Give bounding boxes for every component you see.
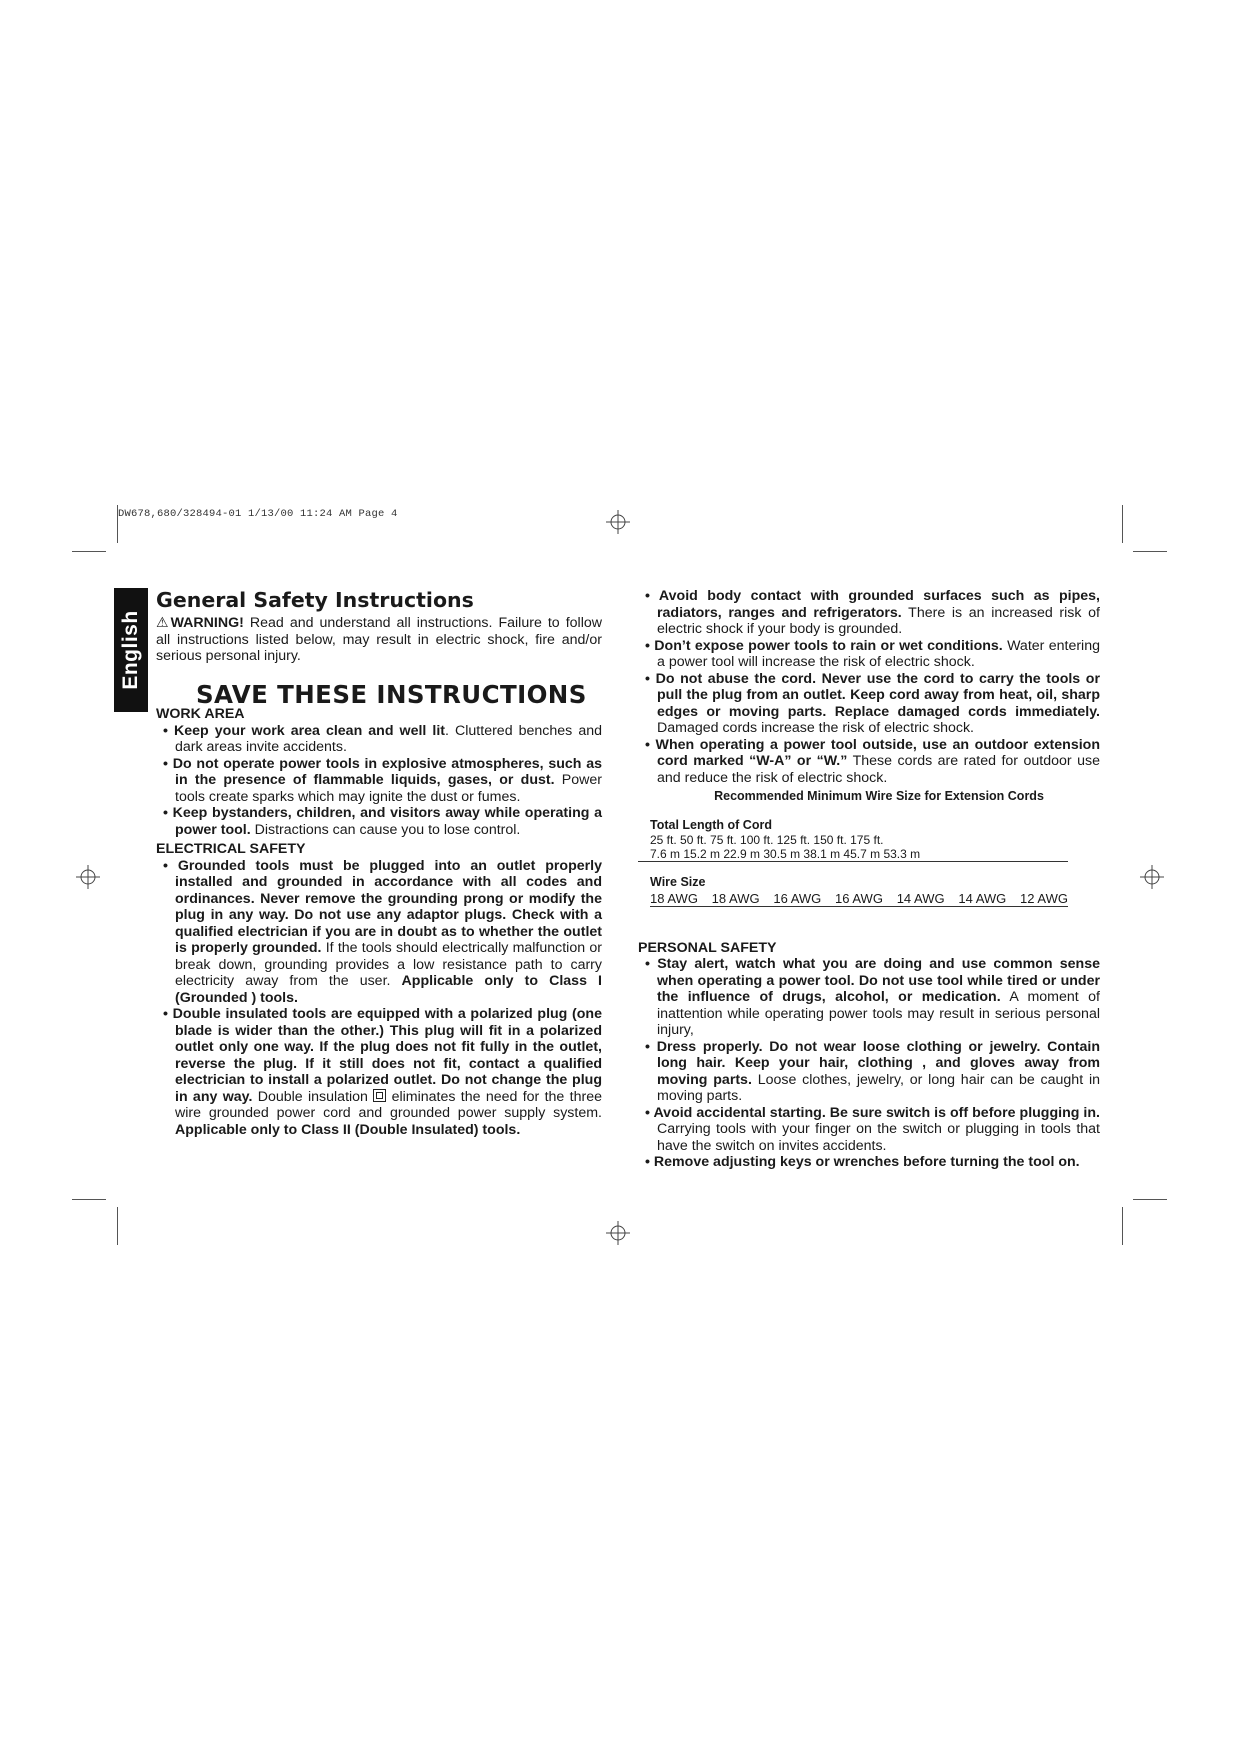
extension-cord-table [638,788,1100,907]
item-text: A moment of inattention while operating power tools may result in serious personal injury, [657,989,1100,1038]
crop-mark-bottom-left-v [117,1207,118,1245]
table-lengths-m: 7.6 m 15.2 m 22.9 m 30.5 m 38.1 m 45.7 m 53.3 m [638,847,1068,862]
list-item [156,805,602,838]
table-cell: 18 AWG [650,890,698,906]
item-bold-text: • Grounded tools must be plugged into an outlet properly installed and grounded in accordance with all codes and ordinances. Never remove the grounding prong or modify the plug in any way. Do not use any adaptor plugs. Check with a qualified electrician if you are in doubt as to whether the outlet is properly grounded. [163,857,602,956]
double-insulation-icon [373,1089,386,1102]
item-bold-text: • Double insulated tools are equipped with a polarized plug (one blade is wider than the other.) This plug will fit in a polarized outlet only one way. If the plug does not fit fully in the outlet, reverse the plug. If it still does not fit, contact a qualified electrician to install a polarized outlet. Do not change the plug in any way. [163,1006,602,1105]
item-bold-text: • Do not abuse the cord. Never use the cord to carry the tools or pull the plug from an outlet. Keep cord away from heat, oil, sharp edges or moving parts. Replace damaged cords immediately. [645,670,1100,720]
table-cell: 14 AWG [896,890,945,906]
crop-mark-top-right-v [1122,505,1123,543]
table-lengths-ft: 25 ft. 50 ft. 75 ft. 100 ft. 125 ft. 150 ft. 175 ft. [650,833,884,847]
language-tab [114,588,148,712]
crop-mark-top-left-v [117,505,118,543]
item-text: Damaged cords increase the risk of electric shock. [657,720,974,736]
list-item [638,671,1100,737]
registration-mark-icon [76,865,100,889]
table-cell: 12 AWG [1020,890,1068,906]
section-title: General Safety Instructions [156,588,474,612]
item-text: Loose clothes, jewelry, or long hair can be caught in moving parts. [657,1071,1100,1104]
warning-triangle-icon: ⚠ [156,614,169,630]
crop-mark-bottom-left-h [72,1199,106,1200]
language-tab-label: English [119,610,142,690]
item-bold-text: • Do not operate power tools in explosive atmospheres, such as in the presence of flammable liquids, gases, or dust. [163,755,602,788]
item-bold-text: • Remove adjusting keys or wrenches before turning the tool on. [645,1154,1080,1170]
item-bold-text: • Keep bystanders, children, and visitors away while operating a power tool. [163,805,602,838]
registration-mark-icon [606,1221,630,1245]
item-bold-text: Applicable only to Class II (Double Insulated) tools. [175,1121,521,1138]
item-text: Distractions can cause you to lose control. [250,821,521,838]
save-instructions-heading: SAVE THESE INSTRUCTIONS [196,679,587,709]
item-text: Water entering a power tool will increase the risk of electric shock. [657,637,1100,670]
warning-text: Read and understand all instructions. Failure to follow all instructions listed below, may result in electric shock, fire and/or serious personal injury. [156,615,602,664]
table-cell: 16 AWG [835,890,883,906]
list-item [638,638,1100,671]
table-cell: 16 AWG [773,890,822,906]
item-bold-text: • Stay alert, watch what you are doing and use common sense when operating a power tool. Do not use tool while tired or under the influence of drugs, alcohol, or medication. [645,956,1100,1005]
table-length-heading: Total Length of Cord [650,817,772,832]
list-item [638,1105,1100,1155]
item-text: Carrying tools with your finger on the switch or plugging in tools that have the switch on invites accidents. [657,1121,1100,1154]
table-wire-heading: Wire Size [650,875,706,889]
list-item [156,1006,602,1138]
table-cell: 14 AWG [958,890,1007,906]
item-text: . Cluttered benches and dark areas invite accidents. [175,722,602,755]
electrical-safety-heading: ELECTRICAL SAFETY [156,841,306,857]
list-item [638,1154,1100,1171]
warning-paragraph [156,614,602,665]
registration-mark-icon [1140,865,1164,889]
crop-mark-top-left-h [72,551,106,552]
item-bold-text: Applicable only to Class I (Grounded ) tools. [175,973,602,1006]
print-slug: DW678,680/328494-01 1/13/00 11:24 AM Page 4 [118,508,398,520]
item-bold-text: • Dress properly. Do not wear loose clothing or jewelry. Contain long hair. Keep your hair, clothing , and gloves away from moving parts. [645,1038,1100,1088]
table-cell: 18 AWG [711,890,760,906]
list-item [638,737,1100,787]
personal-safety-heading: PERSONAL SAFETY [638,939,777,956]
item-text: Power tools create sparks which may ignite the dust or fumes. [175,772,602,805]
left-column [156,588,602,1138]
item-text: There is an increased risk of electric shock if your body is grounded. [657,604,1100,637]
item-bold-text: • Avoid accidental starting. Be sure switch is off before plugging in. [645,1104,1100,1121]
table-title: Recommended Minimum Wire Size for Extension Cords [714,789,1044,803]
item-text: These cords are rated for outdoor use and reduce the risk of electric shock. [657,753,1100,786]
list-item [638,588,1100,638]
item-bold-text: • Don’t expose power tools to rain or wet conditions. [645,637,1003,654]
crop-mark-bottom-right-h [1133,1199,1167,1200]
list-item [156,756,602,806]
crop-mark-bottom-right-v [1122,1207,1123,1245]
item-text: If the tools should electrically malfunction or break down, grounding provides a low resistance path to carry electricity away from the user. [175,940,602,989]
warning-label: WARNING! [170,615,244,631]
item-text: Double insulation [252,1088,374,1105]
item-bold-text: • Avoid body contact with grounded surfaces such as pipes, radiators, ranges and refrigerators. [645,588,1100,621]
item-bold-text: • Keep your work area clean and well lit [163,722,446,739]
work-area-heading: WORK AREA [156,706,245,722]
item-bold-text: • When operating a power tool outside, use an outdoor extension cord marked “W-A” or “W.” [645,736,1100,769]
list-item [638,1039,1100,1105]
list-item [156,723,602,756]
list-item [638,956,1100,1039]
item-text: eliminates the need for the three wire grounded power cord and grounded power supply system. [175,1088,602,1121]
crop-mark-top-right-h [1133,551,1167,552]
list-item [156,858,602,1007]
right-column [638,588,1100,1171]
registration-mark-icon [606,510,630,534]
table-wire-sizes [650,891,1068,907]
